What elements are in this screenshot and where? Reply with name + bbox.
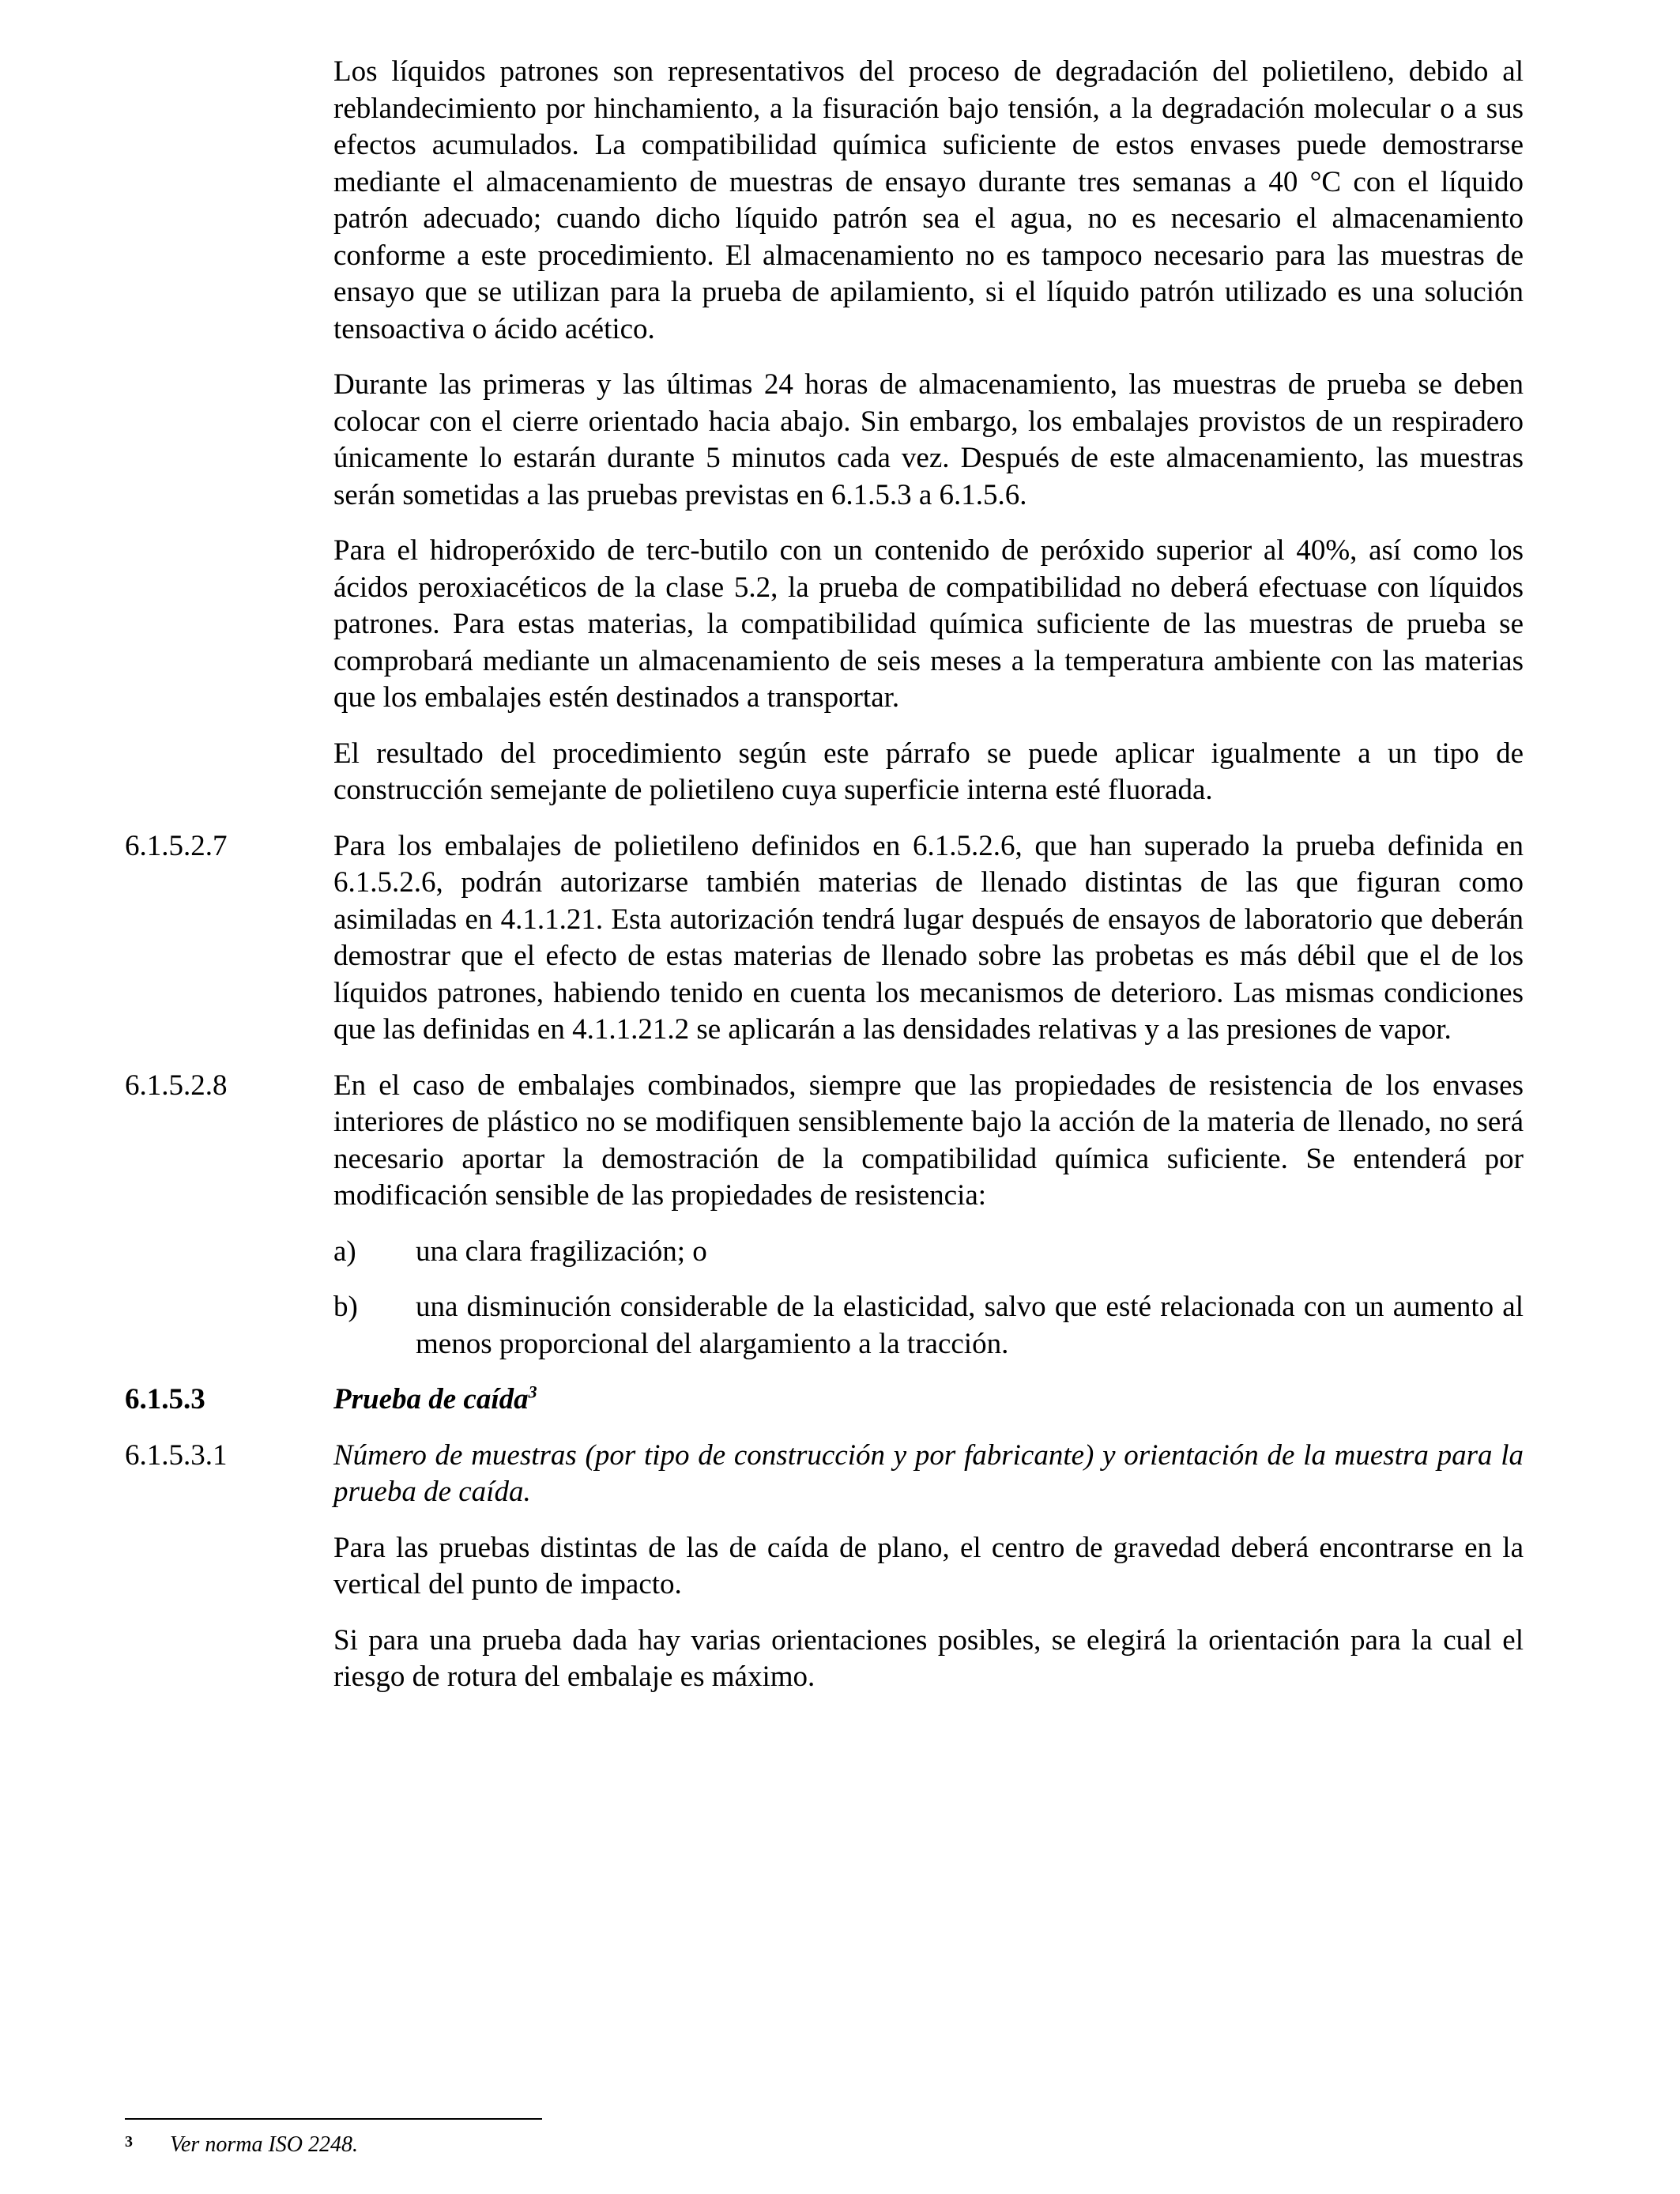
footnote-text: Ver norma ISO 2248. (170, 2132, 358, 2157)
section-6-1-5-2-7 (125, 828, 1524, 1049)
section-6-1-5-3-1 (125, 1438, 1524, 1511)
section-number: 6.1.5.2.7 (125, 829, 228, 862)
list-item-a (333, 1234, 1524, 1271)
section-number: 6.1.5.3 (125, 1383, 205, 1416)
section-6-1-5-3-heading (125, 1382, 1524, 1419)
section-text: Para los embalajes de polietileno definidos en 6.1.5.2.6, que han superado la prueba definida en 6.1.5.2.6, podrán autorizarse también materias de llenado distintas de las que figuran como asimiladas en 4.1.1.21. Esta autorización tendrá lugar después de ensayos de laboratorio que deberán demostrar que el efecto de estas materias de llenado sobre las probetas es más débil que el de los líquidos patrones, habiendo tenido en cuenta los mecanismos de deterioro. Las mismas condiciones que las definidas en 4.1.1.21.2 se aplicarán a las densidades relativas y a las presiones de vapor. (333, 829, 1524, 1046)
section-title (333, 1382, 1524, 1419)
section-text: En el caso de embalajes combinados, siempre que las propiedades de resistencia de los envases interiores de plástico no se modifiquen sensiblemente bajo la acción de la materia de llenado, no será necesario aportar la demostración de la compatibilidad química suficiente. Se entenderá por modificación sensible de las propiedades de resistencia: (333, 1069, 1524, 1212)
paragraph-resultado: El resultado del procedimiento según este párrafo se puede aplicar igualmente a un tipo de construcción semejante de polietileno cuya superficie interna esté fluorada. (333, 737, 1524, 806)
paragraph-hidroperoxido: Para el hidroperóxido de terc-butilo con un contenido de peróxido superior al 40%, así como los ácidos peroxiacéticos de la clase 5.2, la prueba de compatibilidad no deberá efectuase con líquidos patrones. Para estas materias, la compatibilidad química suficiente de las muestras de prueba se comprobará mediante un almacenamiento de seis meses a la temperatura ambiente con las materias que los embalajes estén destinados a transportar. (333, 534, 1524, 714)
footnote-number: 3 (125, 2133, 133, 2151)
section-title-text: Prueba de caída (333, 1383, 529, 1416)
list-item-b (333, 1289, 1524, 1363)
footnote (125, 2132, 1524, 2158)
paragraph-almacenamiento: Durante las primeras y las últimas 24 horas de almacenamiento, las muestras de prueba se deben colocar con el cierre orientado hacia abajo. Sin embargo, los embalajes provistos de un respiradero únicamente lo estarán durante 5 minutos cada vez. Después de este almacenamiento, las muestras serán sometidas a las pruebas previstas en 6.1.5.3 a 6.1.5.6. (333, 368, 1524, 511)
section-number: 6.1.5.3.1 (125, 1438, 228, 1472)
document-body (125, 54, 1524, 1725)
list-marker: a) (333, 1235, 356, 1268)
list-text: una disminución considerable de la elasticidad, salvo que esté relacionada con un aumento al menos proporcional del alargamiento a la tracción. (416, 1291, 1524, 1360)
section-title: Número de muestras (por tipo de construcción y por fabricante) y orientación de la muestra para la prueba de caída. (333, 1438, 1524, 1508)
paragraph-liquidos-patrones: Los líquidos patrones son representativos del proceso de degradación del polietileno, debido al reblandecimiento por hinchamiento, a la fisuración bajo tensión, a la degradación molecular o a sus efectos acumulados. La compatibilidad química suficiente de estos envases puede demostrarse mediante el almacenamiento de muestras de ensayo durante tres semanas a 40 °C con el líquido patrón adecuado; cuando dicho líquido patrón sea el agua, no es necesario el almacenamiento conforme a este procedimiento. El almacenamiento no es tampoco necesario para las muestras de ensayo que se utilizan para la prueba de apilamiento, si el líquido patrón utilizado es una solución tensoactiva o ácido acético. (333, 55, 1524, 345)
footnote-reference: 3 (528, 1382, 537, 1402)
list-text: una clara fragilización; o (416, 1235, 707, 1268)
paragraph-centro-gravedad: Para las pruebas distintas de las de caída de plano, el centro de gravedad deberá encontrarse en la vertical del punto de impacto. (333, 1531, 1524, 1600)
footnote-divider (125, 2118, 542, 2120)
section-number: 6.1.5.2.8 (125, 1069, 228, 1102)
section-6-1-5-2-8 (125, 1068, 1524, 1215)
paragraph-orientacion: Si para una prueba dada hay varias orientaciones posibles, se elegirá la orientación para la cual el riesgo de rotura del embalaje es máximo. (333, 1623, 1524, 1693)
list-marker: b) (333, 1291, 358, 1323)
